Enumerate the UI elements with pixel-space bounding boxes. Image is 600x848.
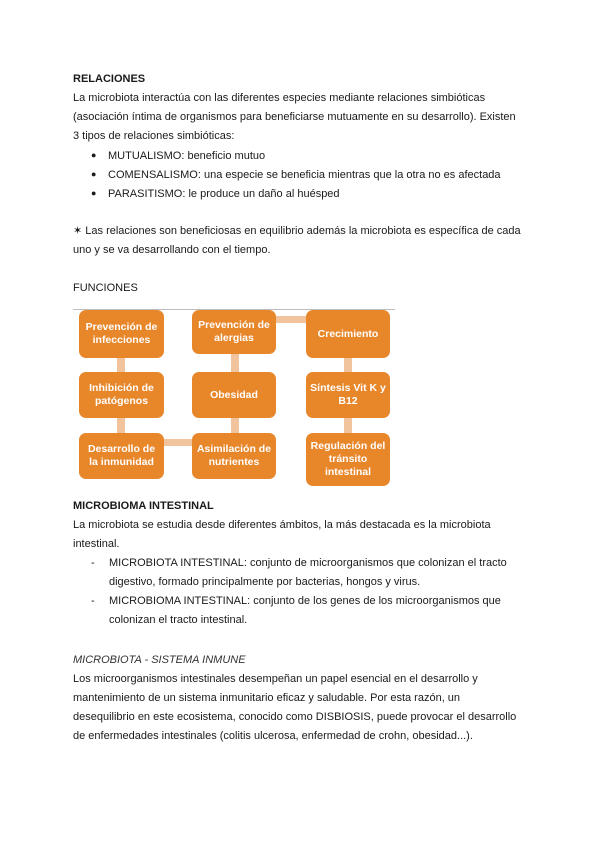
flow-connector	[231, 418, 239, 433]
flow-connector	[344, 358, 352, 372]
flow-connector	[117, 358, 125, 372]
flow-box-sintesis-vit: Síntesis Vit K y B12	[306, 372, 390, 418]
flow-connector	[344, 418, 352, 433]
list-item-text: digestivo, formado principalmente por bacterias, hongos y virus.	[109, 576, 421, 588]
flow-box-crecimiento: Crecimiento	[306, 310, 390, 358]
flow-connector	[231, 354, 239, 372]
flow-box-inhibicion-patogenos: Inhibición de patógenos	[79, 372, 164, 418]
paragraph-line: de enfermedades intestinales (colitis ulcerosa, enfermedad de crohn, obesidad...).	[73, 730, 473, 742]
section-heading-funciones: FUNCIONES	[73, 282, 138, 294]
note-line: uno y se va desarrollando con el tiempo.	[73, 244, 271, 256]
list-item-text: MICROBIOMA INTESTINAL: conjunto de los genes de los microorganismos que	[109, 595, 501, 607]
list-item	[91, 165, 501, 185]
bullet-glyph: ●	[91, 169, 97, 179]
list-item	[91, 184, 340, 204]
paragraph-line: intestinal.	[73, 538, 120, 550]
flow-connector	[117, 418, 125, 433]
paragraph-line: La microbiota interactúa con las diferentes especies mediante relaciones simbióticas	[73, 92, 486, 104]
section-heading-relaciones: RELACIONES	[73, 73, 146, 85]
paragraph-line: Los microorganismos intestinales desempeñan un papel esencial en el desarrollo y	[73, 673, 478, 685]
list-item	[91, 146, 265, 166]
flow-box-prevencion-infecciones: Prevención de infecciones	[79, 310, 164, 358]
note-line: ✶ Las relaciones son beneficiosas en equilibrio además la microbiota es específica de cada	[73, 225, 521, 237]
flow-connector	[164, 439, 192, 446]
list-item-text: colonizan el tracto intestinal.	[109, 614, 248, 626]
flow-connector	[276, 316, 306, 323]
bullet-glyph: ●	[91, 150, 97, 160]
list-item-text: MICROBIOTA INTESTINAL: conjunto de microorganismos que colonizan el tracto	[109, 557, 507, 569]
list-item-text: MUTUALISMO: beneficio mutuo	[108, 150, 266, 162]
subsection-heading-sistema-inmune: MICROBIOTA - SISTEMA INMUNE	[73, 654, 246, 666]
flow-box-prevencion-alergias: Prevención de alergias	[192, 310, 276, 354]
paragraph-line: La microbiota se estudia desde diferentes ámbitos, la más destacada es la microbiota	[73, 519, 491, 531]
list-item-text: PARASITISMO: le produce un daño al huésped	[108, 188, 340, 200]
list-item-text: COMENSALISMO: una especie se beneficia mientras que la otra no es afectada	[108, 169, 501, 181]
paragraph-line: (asociación íntima de organismos para beneficiarse mutuamente en su desarrollo). Existen	[73, 111, 516, 123]
paragraph-line: mantenimiento de un sistema inmunitario eficaz y saludable. Por esta razón, un	[73, 692, 461, 704]
flow-box-regulacion-transito: Regulación del tránsito intestinal	[306, 433, 390, 486]
flow-box-desarrollo-inmunidad: Desarrollo de la inmunidad	[79, 433, 164, 479]
dash-glyph: -	[91, 557, 95, 569]
section-heading-microbioma: MICROBIOMA INTESTINAL	[73, 500, 214, 512]
flow-box-asimilacion-nutrientes: Asimilación de nutrientes	[192, 433, 276, 479]
paragraph-line: desequilibrio en este ecosistema, conocido como DISBIOSIS, puede provocar el desarrollo	[73, 711, 517, 723]
bullet-glyph: ●	[91, 188, 97, 198]
dash-glyph: -	[91, 595, 95, 607]
paragraph-line: 3 tipos de relaciones simbióticas:	[73, 130, 235, 142]
flow-box-obesidad: Obesidad	[192, 372, 276, 418]
